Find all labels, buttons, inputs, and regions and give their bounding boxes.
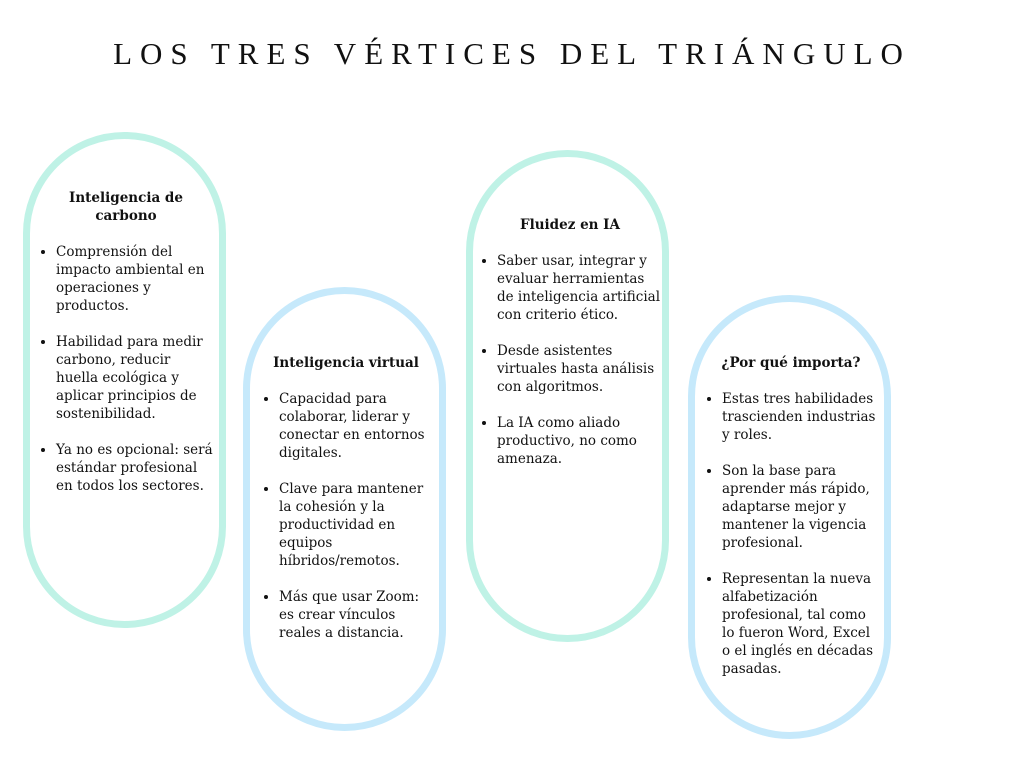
virtual-intelligence-card bbox=[260, 354, 432, 660]
bullet-item: Más que usar Zoom: es crear vínculos reales a distancia. bbox=[260, 588, 432, 642]
bullet-item: Representan la nueva alfabetización profesional, tal como lo fueron Word, Excel o el inglés en décadas pasadas. bbox=[703, 570, 879, 678]
bullet-item: Habilidad para medir carbono, reducir huella ecológica y aplicar principios de sostenibilidad. bbox=[37, 333, 215, 423]
bullet-item: Son la base para aprender más rápido, adaptarse mejor y mantener la vigencia profesional. bbox=[703, 462, 879, 552]
why-it-matters-card bbox=[703, 354, 879, 696]
bullet-item: Saber usar, integrar y evaluar herramientas de inteligencia artificial con criterio ético. bbox=[478, 252, 662, 324]
card-heading: Fluidez en IA bbox=[520, 217, 620, 233]
bullet-list bbox=[37, 243, 215, 495]
bullet-item: Capacidad para colaborar, liderar y conectar en entornos digitales. bbox=[260, 390, 432, 462]
bullet-item: Estas tres habilidades trascienden industrias y roles. bbox=[703, 390, 879, 444]
carbon-intelligence-card bbox=[37, 189, 215, 513]
bullet-item: La IA como aliado productivo, no como amenaza. bbox=[478, 414, 662, 468]
card-heading: ¿Por qué importa? bbox=[721, 355, 861, 371]
bullet-item: Ya no es opcional: será estándar profesional en todos los sectores. bbox=[37, 441, 215, 495]
card-heading: Inteligencia de carbono bbox=[69, 190, 183, 224]
bullet-item: Clave para mantener la cohesión y la productividad en equipos híbridos/remotos. bbox=[260, 480, 432, 570]
card-heading: Inteligencia virtual bbox=[273, 355, 419, 371]
bullet-list bbox=[478, 252, 662, 468]
bullet-item: Comprensión del impacto ambiental en operaciones y productos. bbox=[37, 243, 215, 315]
ai-fluency-card bbox=[478, 216, 662, 486]
bullet-list bbox=[703, 390, 879, 678]
page-title: LOS TRES VÉRTICES DEL TRIÁNGULO bbox=[113, 36, 911, 71]
bullet-list bbox=[260, 390, 432, 642]
bullet-item: Desde asistentes virtuales hasta análisis con algoritmos. bbox=[478, 342, 662, 396]
